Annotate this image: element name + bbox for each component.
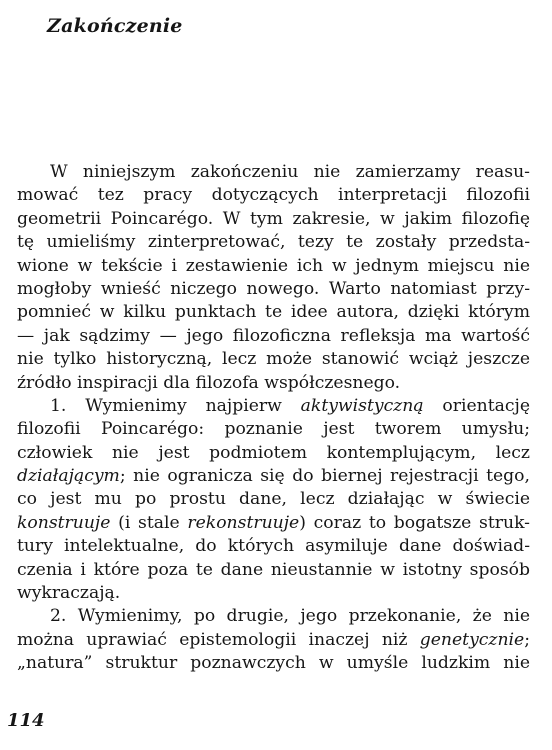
body-text [17,161,530,676]
text-line: nie tylko historyczną, lecz może stanowić wciąż jeszcze [17,349,530,370]
text-line: tury intelektualne, do których asymiluje dane doświad- [17,536,530,557]
text-span: 1. Wymienimy najpierw [50,395,301,416]
text-line: mować tez pracy dotyczących interpretacji filozofii [17,185,530,206]
text-line: człowiek nie jest podmiotem kontemplującym, lecz [17,442,530,463]
emphasis: konstruuje [17,512,111,533]
text-line: filozofii Poincarégo: poznanie jest tworem umysłu; [17,419,530,440]
text-line: czenia i które poza te dane nieustannie w istotny sposób [17,559,530,580]
text-span: można uprawiać epistemologii inaczej niż [17,629,420,650]
text-line: geometrii Poincarégo. W tym zakresie, w jakim filozofię [17,208,530,229]
text-line: tę umieliśmy zinterpretować, tezy te zostały przedsta- [17,232,530,253]
emphasis: rekonstruuje [187,512,300,533]
text-line: mogłoby wnieść niczego nowego. Warto natomiast przy- [17,278,530,299]
text-line: „natura” struktur poznawczych w umyśle ludzkim nie [17,653,530,674]
text-span: ; [524,629,530,650]
text-line: — jak sądzimy — jego filozoficzna refleksja ma wartość [17,325,530,346]
emphasis: aktywistyczną [300,395,424,416]
text-line [17,512,530,535]
text-span: (i stale [110,512,188,533]
emphasis: działającym [17,466,120,487]
text-line [17,629,530,652]
text-line: wione w tekście i zestawienie ich w jednym miejscu nie [17,255,530,276]
text-line: W niniejszym zakończeniu nie zamierzamy reasu- [50,162,530,182]
text-span: orientację [423,395,530,416]
text-line: źródło inspiracji dla filozofa współczesnego. [17,372,401,393]
page-number: 114 [7,710,45,731]
text-line: co jest mu po prostu dane, lecz działając w świecie [17,489,530,510]
text-line: wykraczają. [17,583,121,604]
emphasis: genetycznie [419,629,525,650]
text-span: ) coraz to bogatsze struk- [299,512,530,533]
chapter-title: Zakończenie [47,15,183,37]
text-line: 2. Wymienimy, po drugie, jego przekonanie, że nie [50,606,530,627]
text-line [17,465,530,488]
text-line [17,395,530,418]
text-span: ; nie ogranicza się do biernej rejestracji tego, [119,466,530,487]
text-line: pomnieć w kilku punktach te idee autora, dzięki którym [17,302,530,323]
